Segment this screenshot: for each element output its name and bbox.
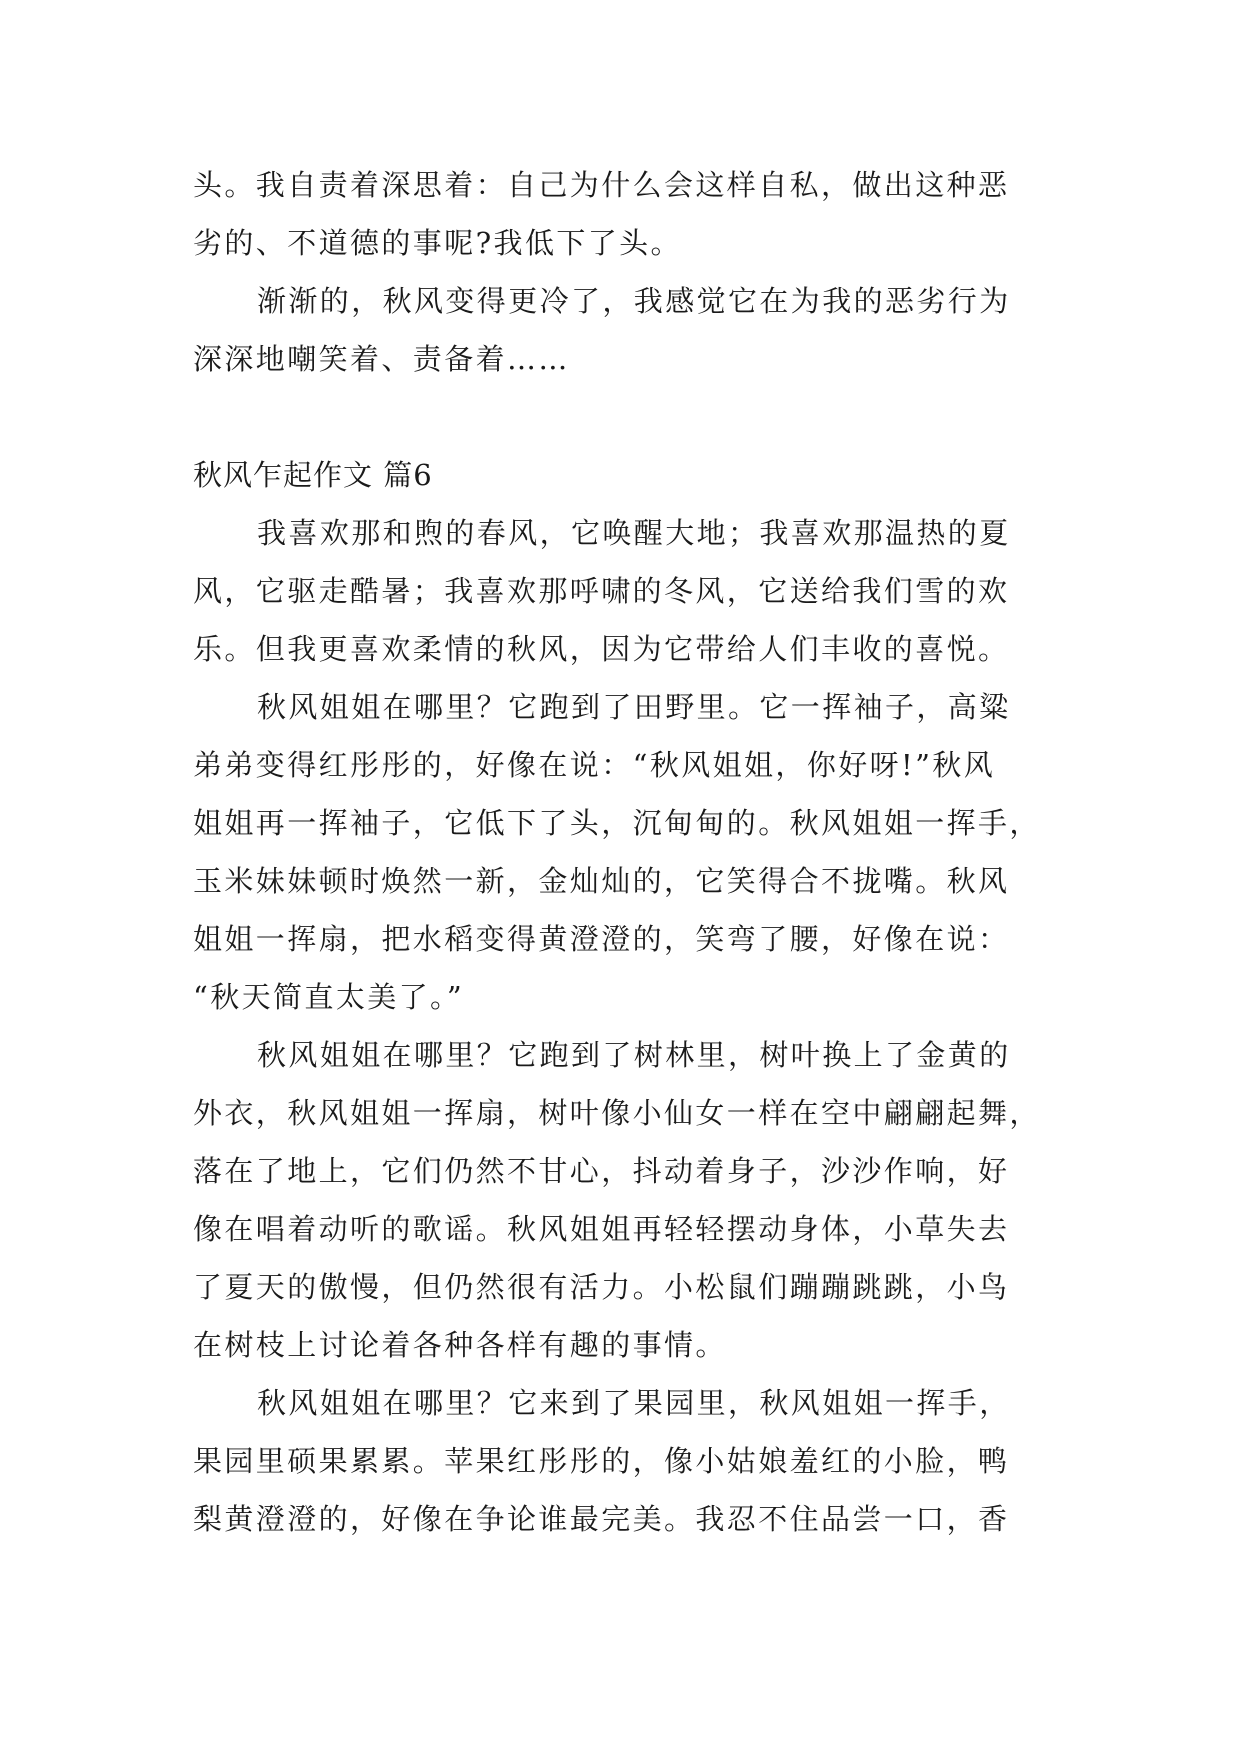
section-spacer bbox=[193, 388, 1063, 446]
text-line: 玉米妹妹顿时焕然一新，金灿灿的，它笑得合不拢嘴。秋风 bbox=[193, 864, 1010, 898]
text-line: 头。我自责着深思着：自己为什么会这样自私，做出这种恶 bbox=[193, 168, 1010, 202]
text-line: 姐姐再一挥袖子，它低下了头，沉甸甸的。秋风姐姐一挥手， bbox=[193, 806, 1041, 840]
text-line: 乐。但我更喜欢柔情的秋风，因为它带给人们丰收的喜悦。 bbox=[193, 632, 1010, 666]
section-heading: 秋风乍起作文 篇6 bbox=[193, 458, 433, 492]
text-line: 外衣，秋风姐姐一挥扇，树叶像小仙女一样在空中翩翩起舞， bbox=[193, 1096, 1041, 1130]
text-line: 秋风姐姐在哪里？它跑到了田野里。它一挥袖子，高粱 bbox=[257, 690, 1011, 724]
text-line: 姐姐一挥扇，把水稻变得黄澄澄的，笑弯了腰，好像在说： bbox=[193, 922, 1010, 956]
text-line: 我喜欢那和煦的春风，它唤醒大地；我喜欢那温热的夏 bbox=[257, 516, 1011, 550]
text-line: 风，它驱走酷暑；我喜欢那呼啸的冬风，它送给我们雪的欢 bbox=[193, 574, 1010, 608]
text-line: 深深地嘲笑着、责备着…… bbox=[193, 342, 570, 376]
text-line: 弟弟变得红彤彤的，好像在说：“秋风姐姐，你好呀!”秋风 bbox=[193, 748, 996, 782]
text-line: 落在了地上，它们仍然不甘心，抖动着身子，沙沙作响，好 bbox=[193, 1154, 1010, 1188]
paragraph-continued bbox=[193, 156, 1063, 272]
text-line: 秋风姐姐在哪里？它跑到了树林里，树叶换上了金黄的 bbox=[257, 1038, 1011, 1072]
text-line: 梨黄澄澄的，好像在争论谁最完美。我忍不住品尝一口，香 bbox=[193, 1502, 1010, 1536]
text-line: 了夏天的傲慢，但仍然很有活力。小松鼠们蹦蹦跳跳，小鸟 bbox=[193, 1270, 1010, 1304]
text-line: 渐渐的，秋风变得更冷了，我感觉它在为我的恶劣行为 bbox=[257, 284, 1011, 318]
text-line: 在树枝上讨论着各种各样有趣的事情。 bbox=[193, 1328, 727, 1362]
text-line: 秋风姐姐在哪里？它来到了果园里，秋风姐姐一挥手， bbox=[257, 1386, 1011, 1420]
paragraph bbox=[193, 1026, 1063, 1374]
paragraph bbox=[193, 504, 1063, 678]
text-line: “秋天简直太美了。” bbox=[193, 980, 465, 1014]
paragraph bbox=[193, 1374, 1063, 1548]
text-line: 像在唱着动听的歌谣。秋风姐姐再轻轻摆动身体，小草失去 bbox=[193, 1212, 1010, 1246]
text-line: 果园里硕果累累。苹果红彤彤的，像小姑娘羞红的小脸，鸭 bbox=[193, 1444, 1010, 1478]
paragraph bbox=[193, 678, 1063, 1026]
document-body bbox=[193, 156, 1063, 1548]
paragraph bbox=[193, 272, 1063, 388]
text-line: 劣的、不道德的事呢?我低下了头。 bbox=[193, 226, 682, 260]
